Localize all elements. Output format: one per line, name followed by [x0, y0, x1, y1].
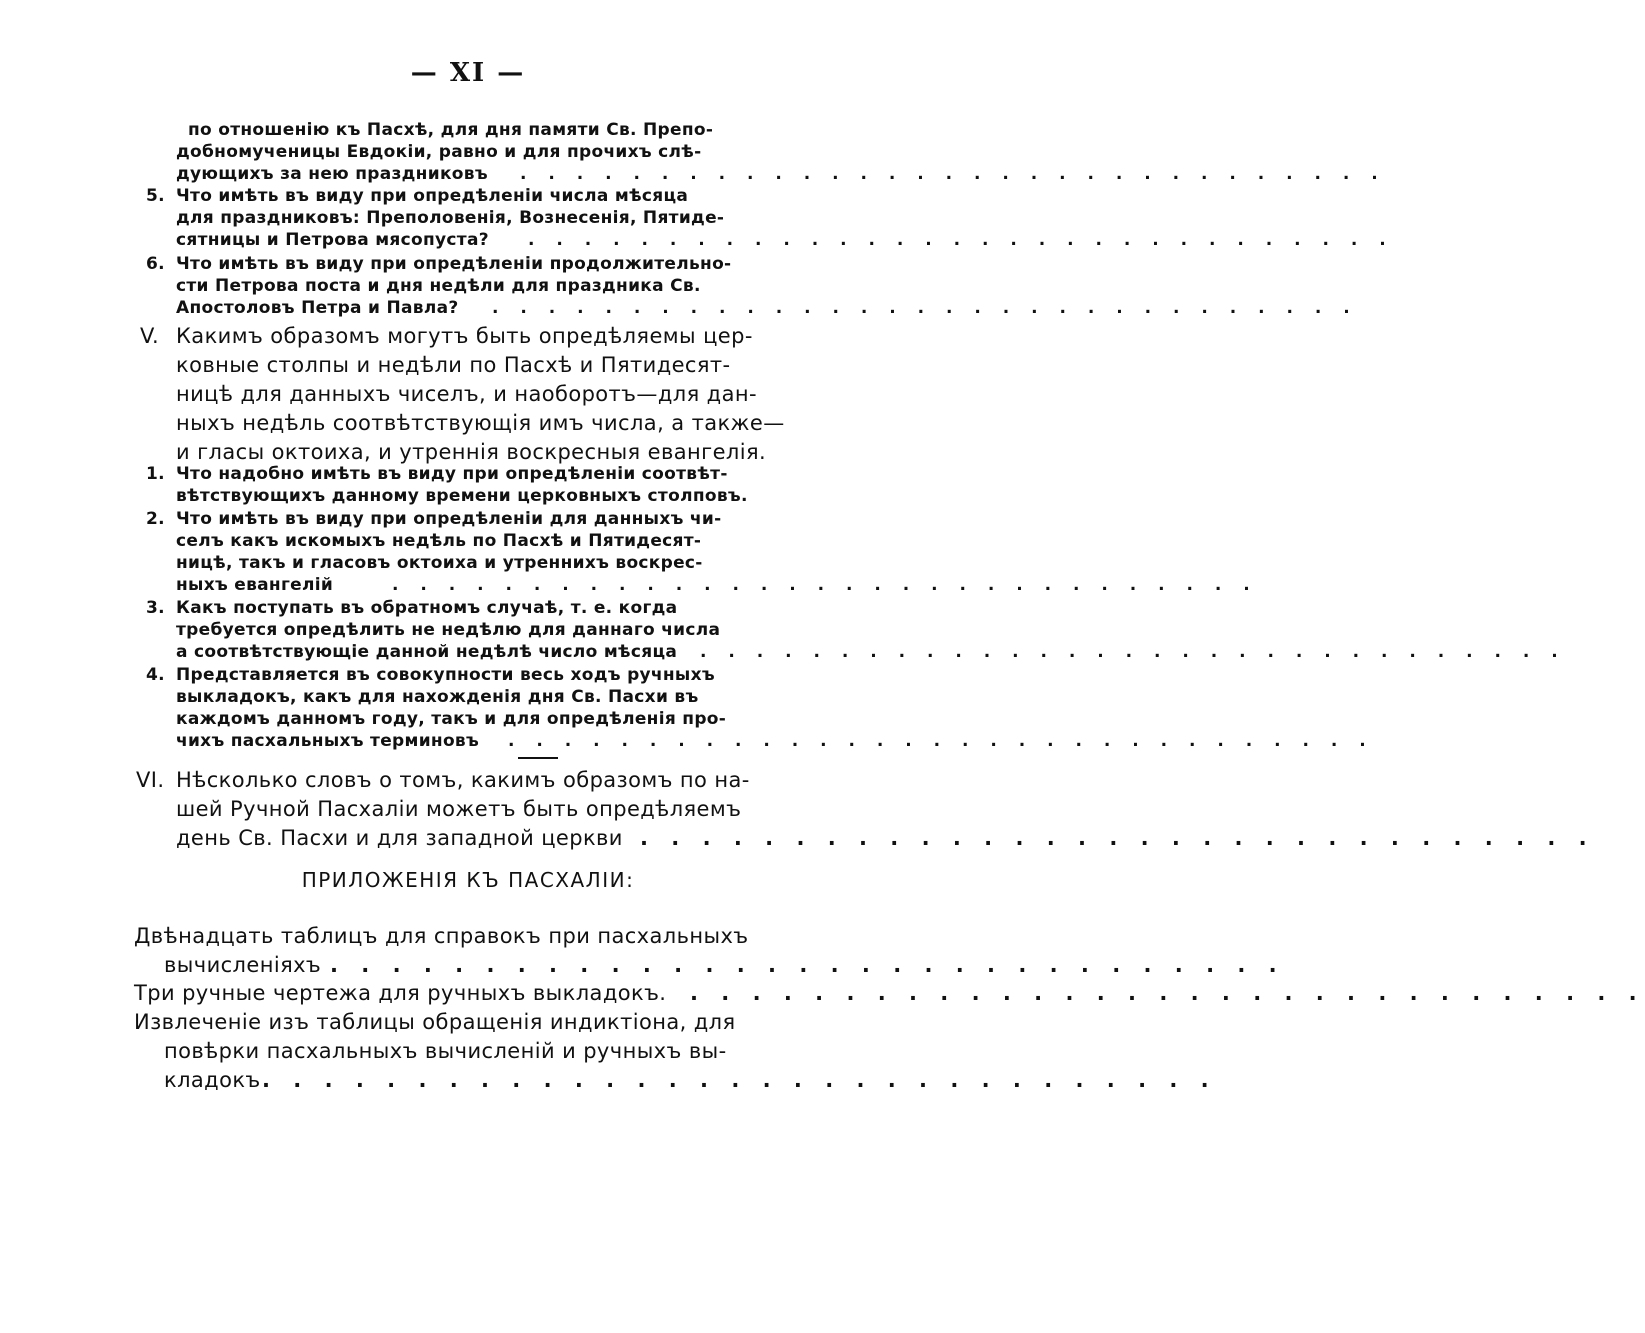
toc-entry-line: Что имѣть въ виду при опредѣленіи продолжительно-	[176, 254, 732, 274]
toc-entry-line: ницѣ для данныхъ чиселъ, и наоборотъ—для дан-	[176, 382, 757, 406]
appendix-entry-line: вычисленіяхъ	[164, 953, 322, 977]
page-number: — XI —	[410, 58, 526, 88]
toc-entry-line: ницѣ, такъ и гласовъ октоиха и утреннихъ воскрес-	[176, 553, 703, 573]
dot-leader: . . . . . . . . . . . . . . . . . . . . . . . . . . . . . . .	[640, 826, 1595, 850]
section-number: V.	[140, 324, 160, 348]
toc-entry-line: ныхъ евангелій	[176, 575, 334, 595]
toc-entry-line: ныхъ недѣль соотвѣтствующія имъ числа, а также—	[176, 411, 785, 435]
dot-leader: . . . . . . . . . . . . . . . . . . . . . . . . . . . . . . .	[492, 298, 1358, 318]
appendix-entry-line: Двѣнадцать таблицъ для справокъ при пасхальныхъ	[134, 924, 749, 948]
entry-number: 4.	[146, 665, 165, 685]
toc-entry-line: сятницы и Петрова мясопуста?	[176, 230, 489, 250]
entry-number: 1.	[146, 464, 165, 484]
entry-number: 6.	[146, 254, 165, 274]
toc-entry-line: Представляется въ совокупности весь ходъ ручныхъ	[176, 665, 715, 685]
entry-number: 3.	[146, 598, 165, 618]
toc-entry-line: требуется опредѣлить не недѣлю для даннаго числа	[176, 620, 721, 640]
toc-entry-line: Апостоловъ Петра и Павла?	[176, 298, 459, 318]
section-divider	[518, 757, 558, 759]
toc-entry-line: селъ какъ искомыхъ недѣль по Пасхѣ и Пятидесят-	[176, 531, 702, 551]
dot-leader: . . . . . . . . . . . . . . . . . . . . . . . . . . . . . . .	[690, 981, 1645, 1005]
toc-entry-line: сти Петрова поста и дня недѣли для праздника Св.	[176, 276, 701, 296]
toc-entry-line: день Св. Пасхи и для западной церкви	[176, 826, 623, 850]
appendix-entry-line: кладокъ	[164, 1068, 261, 1092]
appendix-heading: ПРИЛОЖЕНІЯ КЪ ПАСХАЛІИ:	[301, 868, 635, 892]
section-number: VI.	[136, 768, 165, 792]
toc-entry-line: вѣтствующихъ данному времени церковныхъ столповъ.	[176, 486, 748, 506]
toc-entry-line: дующихъ за нею праздниковъ	[176, 164, 488, 184]
toc-entry-line: Что имѣть въ виду при опредѣленіи числа мѣсяца	[176, 186, 689, 206]
toc-entry-line: Что имѣть въ виду при опредѣленіи для данныхъ чи-	[176, 509, 722, 529]
entry-number: 5.	[146, 186, 165, 206]
dot-leader: . . . . . . . . . . . . . . . . . . . . . . . . . . . . . . .	[262, 1068, 1217, 1092]
appendix-entry-line: Извлеченіе изъ таблицы обращенія индиктіона, для	[134, 1010, 736, 1034]
toc-entry-line: и гласы октоиха, и утреннія воскресныя евангелія.	[176, 440, 767, 464]
dot-leader: . . . . . . . . . . . . . . . . . . . . . . . . . . . . . . .	[392, 575, 1258, 595]
toc-entry-line: по отношенію къ Пасхѣ, для дня памяти Св. Препо-	[188, 120, 714, 140]
appendix-entry-line: Три ручные чертежа для ручныхъ выкладокъ.	[134, 981, 667, 1005]
toc-entry-line: добномученицы Евдокіи, равно и для прочихъ слѣ-	[176, 142, 702, 162]
toc-entry-line: для праздниковъ: Преполовенія, Вознесенія, Пятиде-	[176, 208, 725, 228]
toc-entry-line: чихъ пасхальныхъ терминовъ	[176, 731, 480, 751]
toc-entry-line: а соотвѣтствующіе данной недѣлѣ число мѣсяца	[176, 642, 678, 662]
toc-entry-line: Какимъ образомъ могутъ быть опредѣляемы цер-	[176, 324, 753, 348]
appendix-entry-line: повѣрки пасхальныхъ вычисленій и ручныхъ вы-	[164, 1039, 727, 1063]
toc-entry-line: Какъ поступать въ обратномъ случаѣ, т. е. когда	[176, 598, 678, 618]
dot-leader: . . . . . . . . . . . . . . . . . . . . . . . . . . . . . . .	[330, 953, 1285, 977]
dot-leader: . . . . . . . . . . . . . . . . . . . . . . . . . . . . . . .	[520, 164, 1386, 184]
dot-leader: . . . . . . . . . . . . . . . . . . . . . . . . . . . . . . .	[700, 642, 1566, 662]
toc-entry-line: выкладокъ, какъ для нахожденія дня Св. Пасхи въ	[176, 687, 699, 707]
entry-number: 2.	[146, 509, 165, 529]
dot-leader: . . . . . . . . . . . . . . . . . . . . . . . . . . . . . . .	[528, 230, 1394, 250]
toc-entry-line: Нѣсколько словъ о томъ, какимъ образомъ по на-	[176, 768, 750, 792]
toc-entry-line: шей Ручной Пасхаліи можетъ быть опредѣляемъ	[176, 797, 742, 821]
toc-entry-line: ковные столпы и недѣли по Пасхѣ и Пятидесят-	[176, 353, 731, 377]
toc-entry-line: Что надобно имѣть въ виду при опредѣленіи соотвѣт-	[176, 464, 728, 484]
toc-entry-line: каждомъ данномъ году, такъ и для опредѣленія про-	[176, 709, 727, 729]
dot-leader: . . . . . . . . . . . . . . . . . . . . . . . . . . . . . . .	[508, 731, 1374, 751]
